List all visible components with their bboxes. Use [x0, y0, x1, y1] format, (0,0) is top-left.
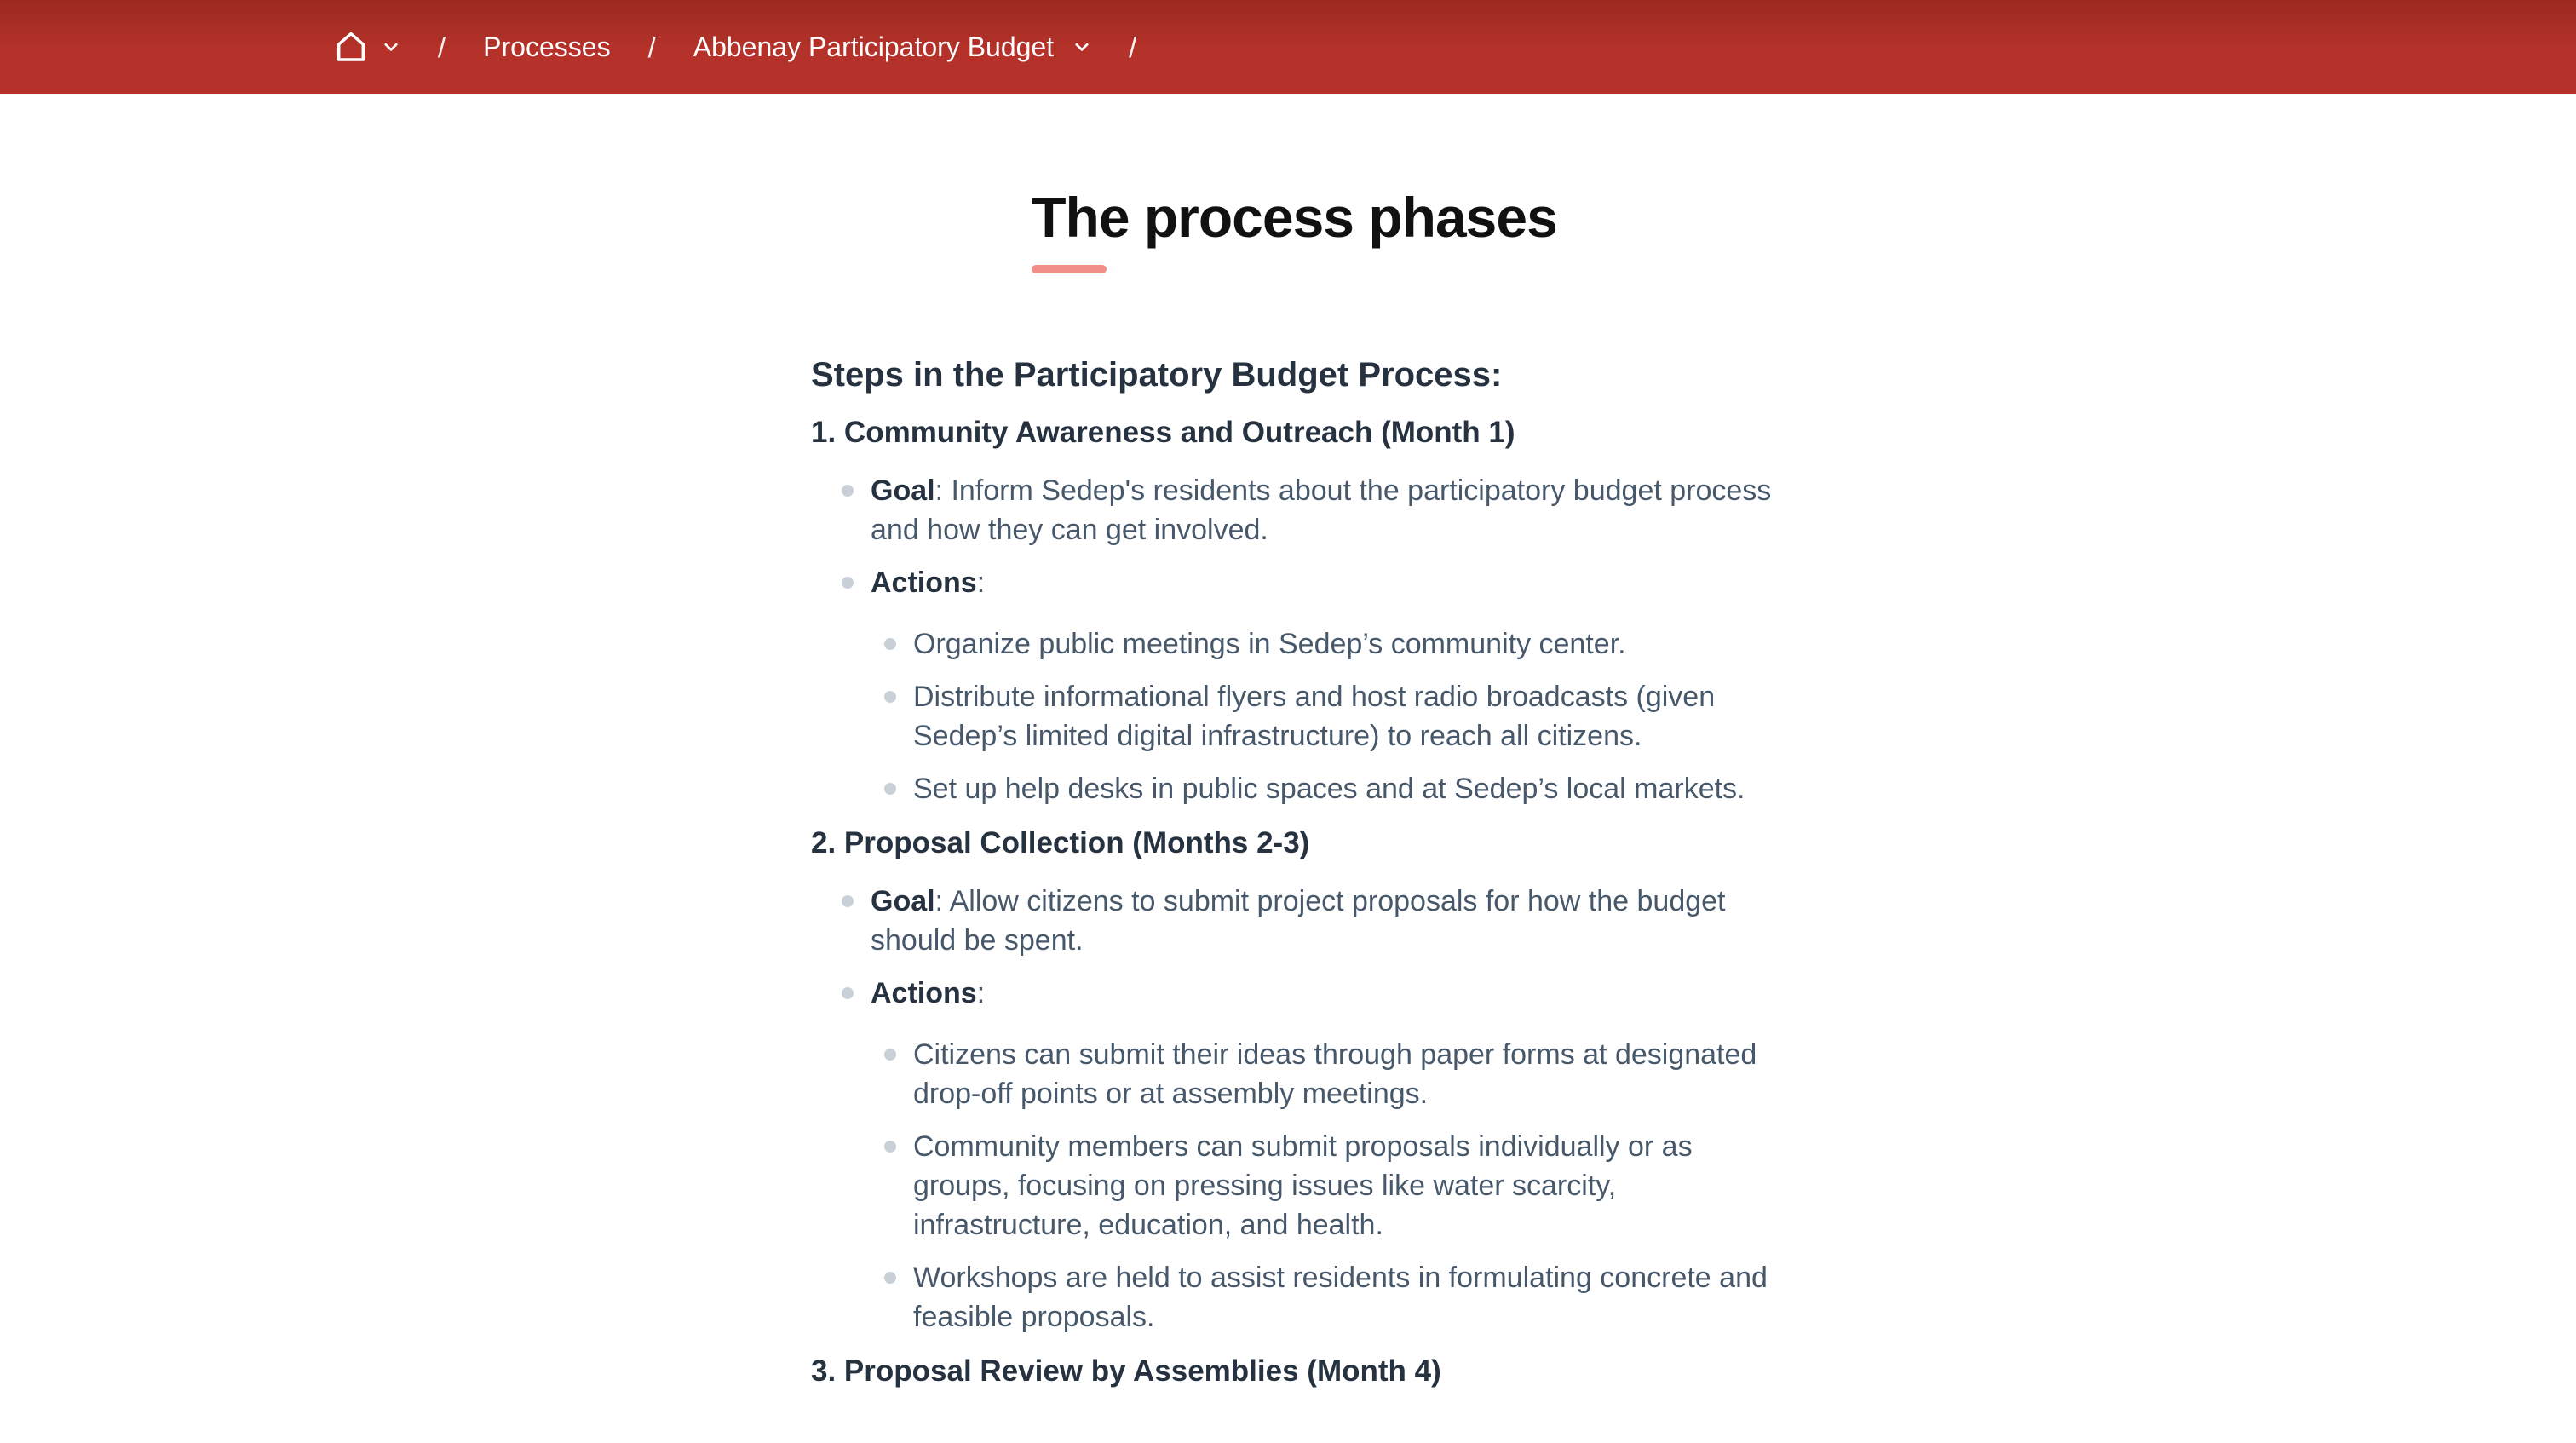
breadcrumb-separator: /: [647, 31, 656, 63]
step-2-actions-list: [871, 1035, 1778, 1337]
actions-colon: :: [976, 977, 986, 1009]
chevron-down-icon[interactable]: [382, 37, 400, 56]
action-text: Organize public meetings in Sedep’s community center.: [913, 628, 1626, 660]
list-item: [874, 769, 1778, 808]
step-2-list: [811, 882, 1778, 1337]
action-text: Distribute informational flyers and host radio broadcasts (given Sedep’s limited digital infrastructure) to reach all citizens.: [913, 681, 1716, 752]
breadcrumb-separator: /: [1129, 31, 1137, 63]
breadcrumb-item-process[interactable]: [693, 33, 1091, 60]
goal-text: : Allow citizens to submit project proposals for how the budget should be spent.: [871, 885, 1726, 957]
list-item: [831, 882, 1778, 960]
breadcrumb-item-process-label[interactable]: Abbenay Participatory Budget: [693, 32, 1055, 62]
goal-text: : Inform Sedep's residents about the participatory budget process and how they can get involved.: [871, 474, 1772, 546]
step-1-heading: 1. Community Awareness and Outreach (Month 1): [811, 416, 1515, 449]
list-item: [831, 471, 1778, 549]
step-2-heading: 2. Proposal Collection (Months 2-3): [811, 826, 1310, 859]
list-item: [874, 1035, 1778, 1113]
action-text: Set up help desks in public spaces and at Sedep’s local markets.: [913, 773, 1745, 805]
goal-label: Goal: [871, 885, 935, 917]
breadcrumb: [332, 28, 1174, 66]
page-content: [798, 94, 1778, 1391]
list-item: [874, 677, 1778, 756]
action-text: Community members can submit proposals individually or as groups, focusing on pressing issues like water scarcity, infrastructure, education, and health.: [913, 1130, 1693, 1241]
title-underline-decoration: [1032, 265, 1107, 273]
actions-colon: :: [976, 566, 986, 599]
action-text: Citizens can submit their ideas through paper forms at designated drop-off points or at assembly meetings.: [913, 1038, 1757, 1110]
home-icon[interactable]: [332, 28, 370, 66]
list-item: [831, 974, 1778, 1337]
breadcrumb-item-processes[interactable]: Processes: [483, 32, 611, 62]
breadcrumb-separator: /: [438, 31, 446, 63]
list-item: [874, 1127, 1778, 1245]
step-1-actions-list: [871, 624, 1778, 808]
actions-label: Actions: [871, 977, 977, 1009]
step-3-heading: 3. Proposal Review by Assemblies (Month 4): [811, 1354, 1441, 1388]
goal-label: Goal: [871, 474, 935, 507]
breadcrumb-bar: [0, 0, 2576, 94]
section-heading: Steps in the Participatory Budget Process:: [811, 356, 1503, 394]
page-title: The process phases: [1032, 186, 1557, 249]
step-1-list: [811, 471, 1778, 808]
list-item: [831, 563, 1778, 808]
list-item: [874, 1258, 1778, 1337]
page-title-block: [811, 183, 1778, 273]
actions-label: Actions: [871, 566, 977, 599]
home-breadcrumb-link[interactable]: [332, 28, 400, 66]
list-item: [874, 624, 1778, 664]
chevron-down-icon[interactable]: [1072, 37, 1091, 56]
action-text: Workshops are held to assist residents in formulating concrete and feasible proposals.: [913, 1262, 1768, 1333]
